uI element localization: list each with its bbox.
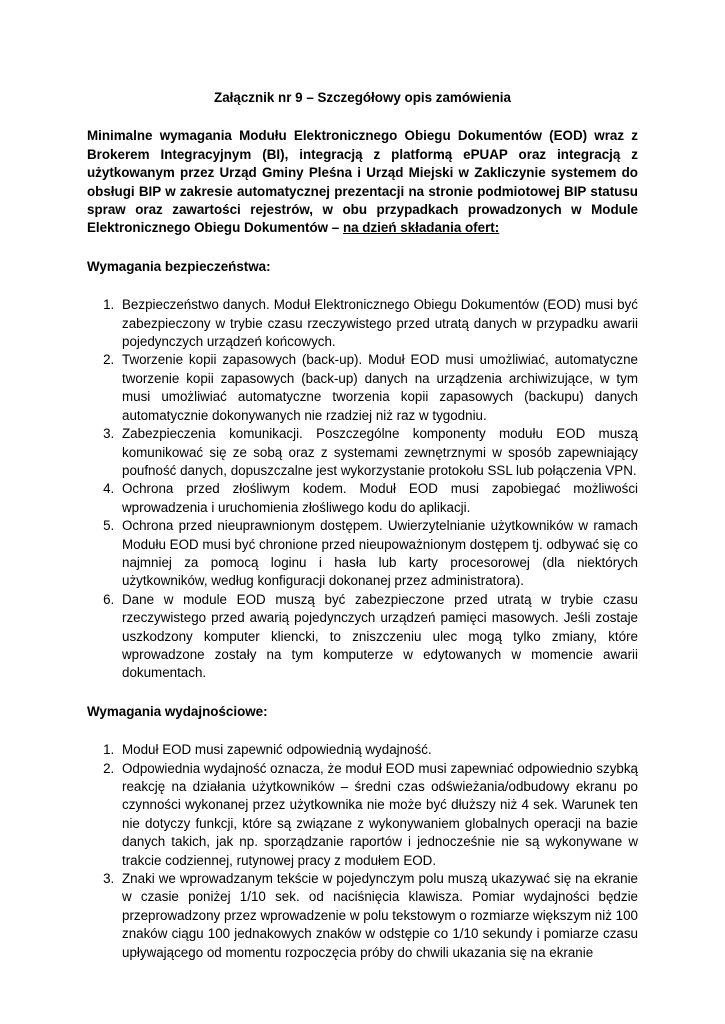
list-item: 3. Zabezpieczenia komunikacji. Poszczególne komponenty modułu EOD muszą komunikować się ze sobą oraz z systemami zewnętrznymi w sposób zapewniający poufność danych, dopuszczalne jest wykorzystanie protokołu SSL lub połączenia VPN.: [118, 425, 638, 480]
section-heading-security: Wymagania bezpieczeństwa:: [87, 258, 271, 274]
list-item: 4. Ochrona przed złośliwym kodem. Moduł EOD musi zapobiegać możliwości wprowadzenia i uruchomienia złośliwego kodu do aplikacji.: [118, 480, 638, 517]
intro-underlined-text: na dzień składania ofert:: [342, 220, 500, 236]
list-item: 6. Dane w module EOD muszą być zabezpieczone przed utratą w trybie czasu rzeczywistego przed awarią pojedynczych urządzeń pamięci masowych. Jeśli zostaje uszkodzony komputer kliencki, to zniszczeniu ulec mogą tylko zmiany, które wprowadzone zostały na tym komputerze w edytowanych w momencie awarii dokumentach.: [118, 591, 638, 683]
list-item: 1. Bezpieczeństwo danych. Moduł Elektronicznego Obiegu Dokumentów (EOD) musi być zabezpieczony w trybie czasu rzeczywistego przed utratą danych w przypadku awarii pojedynczych urządzeń końcowych.: [118, 296, 638, 351]
list-item: 1. Moduł EOD musi zapewnić odpowiednią wydajność.: [118, 741, 638, 759]
list-item: 2. Tworzenie kopii zapasowych (back-up). Moduł EOD musi umożliwiać, automatyczne tworzenie kopii zapasowych (back-up) danych na urządzenia archiwizujące, w tym musi umożliwiać automatyczne tworzenia kopii zapasowych (backupu) danych automatycznie dokonywanych nie rzadziej niż raz w tygodniu.: [118, 351, 638, 425]
list-item: 5. Ochrona przed nieuprawnionym dostępem. Uwierzytelnianie użytkowników w ramach Modułu EOD musi być chronione przed nieupoważnionym dostępem tj. odbywać się co najmniej za pomocą loginu i hasła lub karty procesorowej (dla niektórych użytkowników, według konfiguracji dokonanej przez administratora).: [118, 517, 638, 591]
document-title: Załącznik nr 9 – Szczegółowy opis zamówienia: [214, 90, 511, 105]
list-item: 3. Znaki we wprowadzanym tekście w pojedynczym polu muszą ukazywać się na ekranie w czasie poniżej 1/10 sek. od naciśnięcia klawisza. Pomiar wydajności będzie przeprowadzony przez wprowadzenie w polu tekstowym o rozmiarze większym niż 100 znaków ciągu 100 jednakowych znaków w odstępie co 1/10 sekundy i pomiarze czasu upływającego od momentu rozpoczęcia próby do chwili ukazania się na ekranie: [118, 870, 638, 962]
security-requirements-list: [87, 296, 638, 683]
list-item: 2. Odpowiednia wydajność oznacza, że moduł EOD musi zapewniać odpowiednio szybką reakcję na działania użytkowników – średni czas odświeżania/odbudowy ekranu po czynności wykonanej przez użytkownika nie może być dłuższy niż 4 sek. Warunek ten nie dotyczy funkcji, które są związane z wykonywaniem globalnych operacji na bazie danych takich, jak np. sporządzanie raportów i jednocześnie nie są wykonywane w trakcie codziennej, rutynowej pracy z modułem EOD.: [118, 760, 638, 870]
intro-paragraph: [87, 127, 638, 237]
intro-text: Minimalne wymagania Modułu Elektronicznego Obiegu Dokumentów (EOD) wraz z Brokerem Integracyjnym (BI), integracją z platformą ePUAP oraz integracją z użytkowanym przez Urząd Gminy Pleśna i Urząd Miejski w Zakliczynie systemem do obsługi BIP w zakresie automatycznej prezentacji na stronie podmiotowej BIP statusu spraw oraz zawartości rejestrów, w obu przypadkach prowadzonych w Module Elektronicznego Obiegu Dokumentów –: [87, 128, 638, 236]
performance-requirements-list: [87, 741, 638, 962]
section-heading-performance: Wymagania wydajnościowe:: [87, 703, 268, 719]
